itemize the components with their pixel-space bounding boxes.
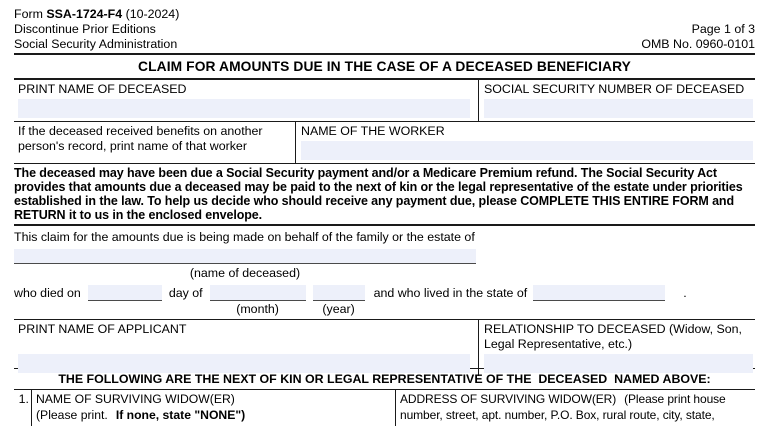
relationship-input[interactable] — [484, 354, 753, 373]
next-of-kin-heading: THE FOLLOWING ARE THE NEXT OF KIN OR LEGAL REPRESENTATIVE OF THE DECEASED NAMED ABOVE: — [14, 369, 755, 390]
applicant-name-cell — [14, 320, 478, 375]
form-label: Form — [14, 7, 43, 21]
worker-instruction-cell — [14, 122, 295, 163]
death-year-input[interactable] — [313, 285, 365, 301]
name-of-deceased-caption: (name of deceased) — [189, 266, 301, 281]
lived-in-state-label: and who lived in the state of — [373, 286, 528, 301]
omb-number: OMB No. 0960-0101 — [641, 36, 755, 51]
deceased-ssn-cell — [478, 80, 755, 121]
form-id-block — [14, 7, 179, 51]
day-of-label: day of — [168, 286, 203, 301]
widow-name-note-plain: (Please print. — [36, 407, 108, 422]
date-of-death-row — [14, 285, 755, 319]
deceased-name-input[interactable] — [18, 99, 470, 118]
death-month-input[interactable] — [210, 285, 306, 301]
deceased-name-blank-input[interactable] — [14, 249, 476, 264]
applicant-row — [14, 319, 755, 369]
died-prefix: who died on — [14, 286, 81, 301]
widow-name-label: NAME OF SURVIVING WIDOW(ER) — [36, 392, 235, 407]
widow-name-note — [36, 408, 392, 423]
deceased-row — [14, 80, 755, 122]
widow-name-cell — [31, 390, 395, 426]
applicant-name-label: PRINT NAME OF APPLICANT — [18, 322, 187, 337]
deceased-ssn-input[interactable] — [484, 99, 753, 118]
discontinue-line: Discontinue Prior Editions — [14, 21, 156, 36]
widow-address-cell — [395, 390, 755, 426]
page-title: CLAIM FOR AMOUNTS DUE IN THE CASE OF A DECEASED BENEFICIARY — [14, 55, 755, 80]
page-number: Page 1 of 3 — [691, 21, 755, 36]
sentence-period: . — [683, 286, 687, 301]
claim-section — [14, 230, 755, 319]
deceased-ssn-label: SOCIAL SECURITY NUMBER OF DECEASED — [484, 82, 745, 97]
worker-name-label: NAME OF THE WORKER — [301, 124, 445, 139]
deceased-name-cell — [14, 80, 478, 121]
form-edition: (10-2024) — [125, 7, 180, 21]
death-year-group — [313, 285, 365, 317]
item-number: 1. — [18, 392, 29, 407]
worker-row — [14, 122, 755, 164]
kin-row-1 — [14, 390, 755, 426]
worker-name-input[interactable] — [301, 141, 753, 160]
form-number: SSA-1724-F4 — [46, 7, 123, 21]
worker-instruction: If the deceased received benefits on another person's record, print name of that worker — [18, 124, 263, 153]
year-caption: (year) — [322, 302, 355, 317]
death-month-group — [210, 285, 306, 317]
page-omb-block — [641, 22, 755, 52]
state-input[interactable] — [533, 285, 665, 301]
agency-line: Social Security Administration — [14, 36, 178, 51]
applicant-name-input[interactable] — [18, 354, 470, 373]
form-header — [14, 0, 755, 55]
death-day-input[interactable] — [88, 285, 162, 301]
worker-name-cell — [295, 122, 755, 163]
widow-address-label: ADDRESS OF SURVIVING WIDOW(ER) — [400, 392, 617, 407]
relationship-label: RELATIONSHIP TO DECEASED (Widow, Son, Legal Representative, etc.) — [484, 322, 742, 351]
claim-intro: This claim for the amounts due is being made on behalf of the family or the estate of — [14, 230, 475, 245]
widow-address-note: (Please print house number, street, apt. number, P.O. Box, rural route, city, state, — [400, 392, 726, 422]
notice-paragraph: The deceased may have been due a Social Security payment and/or a Medicare Premium refund. The Social Security Act provides that amounts due a deceased may be paid to the next of kin or the legal representative of the estate under priorities established in the law. To help us decide who should receive any payment due, please COMPLETE THIS ENTIRE FORM and RETURN it to us in the enclosed envelope. — [14, 164, 755, 226]
form-number-line — [14, 7, 179, 22]
relationship-cell — [478, 320, 755, 375]
widow-name-note-bold: If none, state "NONE") — [115, 407, 246, 422]
month-caption: (month) — [236, 302, 279, 317]
deceased-name-label: PRINT NAME OF DECEASED — [18, 82, 187, 97]
